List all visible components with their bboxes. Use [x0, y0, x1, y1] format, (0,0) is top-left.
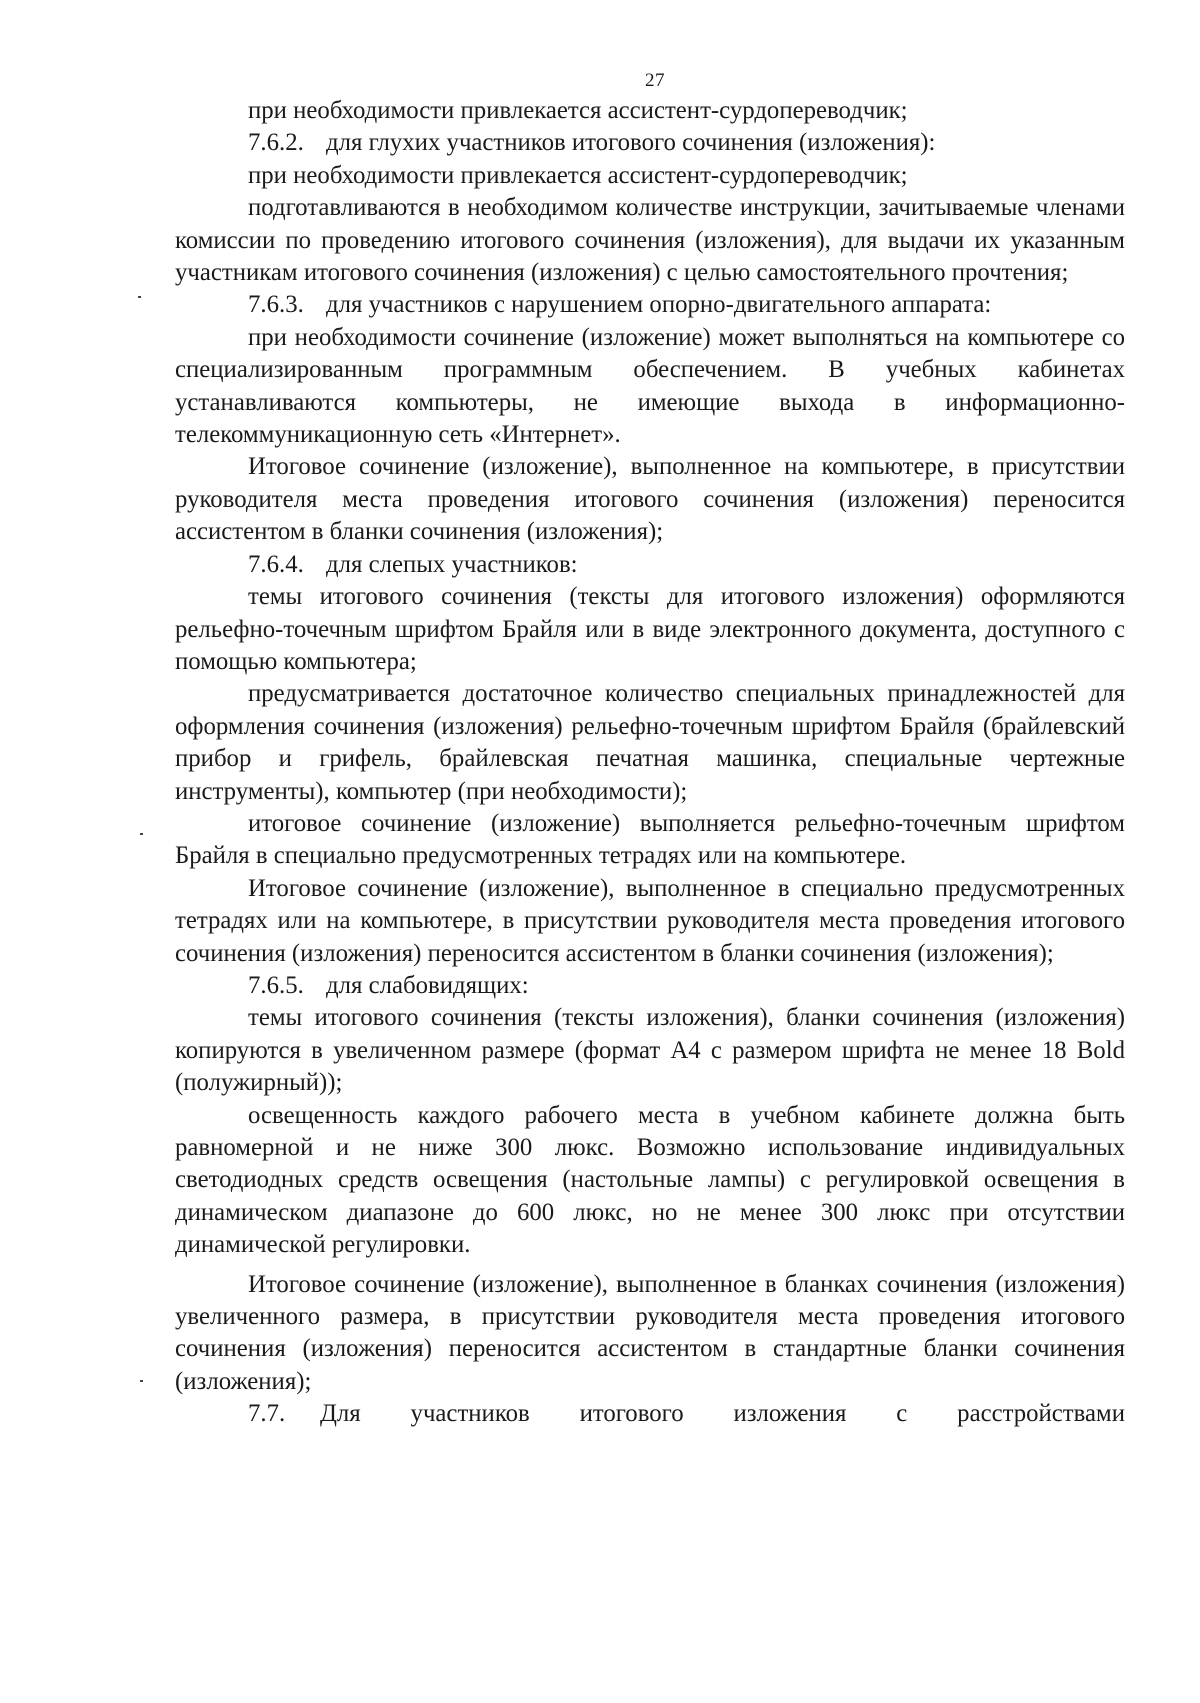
- paragraph: темы итогового сочинения (тексты для итогового изложения) оформляются рельефно-точечным шрифтом Брайля или в виде электронного документа, доступного с помощью компьютера;: [175, 583, 1125, 675]
- clause-text: для слепых участников:: [326, 550, 578, 578]
- paragraph: подготавливаются в необходимом количестве инструкции, зачитываемые членами комиссии по проведению итогового сочинения (изложения), для выдачи их указанным участникам итогового сочинения (изложения) с целью самостоятельного прочтения;: [175, 194, 1125, 287]
- paragraph: Итоговое сочинение (изложение), выполненное в бланках сочинения (изложения) увеличенного размера, в присутствии руководителя места проведения итогового сочинения (изложения) переносится ассистентом в стандартные бланки сочинения (изложения);: [175, 1270, 1125, 1395]
- clause-text: для слабовидящих:: [326, 971, 529, 999]
- clause-number: 7.6.4.: [248, 550, 304, 578]
- paragraph: итоговое сочинение (изложение) выполняется рельефно-точечным шрифтом Брайля в специально предусмотренных тетрадях или на компьютере.: [175, 809, 1125, 870]
- paragraph: Итоговое сочинение (изложение), выполненное в специально предусмотренных тетрадях или на компьютере, в присутствии руководителя места проведения итогового сочинения (изложения) переносится ассистентом в бланки сочинения (изложения);: [175, 874, 1125, 967]
- paragraph: при необходимости привлекается ассистент-сурдопереводчик;: [248, 97, 908, 124]
- paragraph: освещенность каждого рабочего места в учебном кабинете должна быть равномерной и не ниже 300 люкс. Возможно использование индивидуальных светодиодных средств освещения (настольные лампы) с регулировкой освещения в динамическом диапазоне до 600 люкс, но не менее 300 люкс при отсутствии динамической регулировки.: [175, 1101, 1125, 1259]
- scan-speck: [140, 1380, 143, 1382]
- paragraph: при необходимости сочинение (изложение) может выполняться на компьютере со специализированным программным обеспечением. В учебных кабинетах устанавливаются компьютеры, не имеющие выхода в информационно-телекоммуникационную сеть «Интернет».: [175, 323, 1125, 449]
- document-body: [175, 95, 1125, 1431]
- clause-number: 7.6.3.: [248, 291, 304, 319]
- clause-text: Для участников итогового изложения с расстройствами: [320, 1400, 1125, 1428]
- page-number: 27: [645, 70, 665, 91]
- clause-number: 7.6.5.: [248, 971, 304, 999]
- scan-speck: [138, 296, 141, 298]
- scan-speck: [140, 833, 143, 835]
- clause-text: для глухих участников итогового сочинения (изложения):: [326, 129, 936, 157]
- clause-paragraph: [175, 970, 1125, 1002]
- clause-number: 7.7.: [248, 1400, 286, 1428]
- clause-paragraph: [175, 1398, 1125, 1430]
- paragraph: при необходимости привлекается ассистент-сурдопереводчик;: [248, 161, 908, 189]
- clause-paragraph: [175, 289, 1125, 321]
- paragraph: темы итогового сочинения (тексты изложения), бланки сочинения (изложения) копируются в увеличенном размере (формат А4 с размером шрифта не менее 18 Bold (полужирный));: [175, 1004, 1125, 1097]
- paragraph: Итоговое сочинение (изложение), выполненное на компьютере, в присутствии руководителя места проведения итогового сочинения (изложения) переносится ассистентом в бланки сочинения (изложения);: [175, 453, 1125, 546]
- clause-paragraph: [175, 549, 1125, 581]
- paragraph: предусматривается достаточное количество специальных принадлежностей для оформления сочинения (изложения) рельефно-точечным шрифтом Брайля (брайлевский прибор и грифель, брайлевская печатная машинка, специальные чертежные инструменты), компьютер (при необходимости);: [175, 680, 1125, 805]
- clause-paragraph: [175, 127, 1125, 159]
- clause-text: для участников с нарушением опорно-двигательного аппарата:: [326, 291, 992, 319]
- clause-number: 7.6.2.: [248, 129, 304, 157]
